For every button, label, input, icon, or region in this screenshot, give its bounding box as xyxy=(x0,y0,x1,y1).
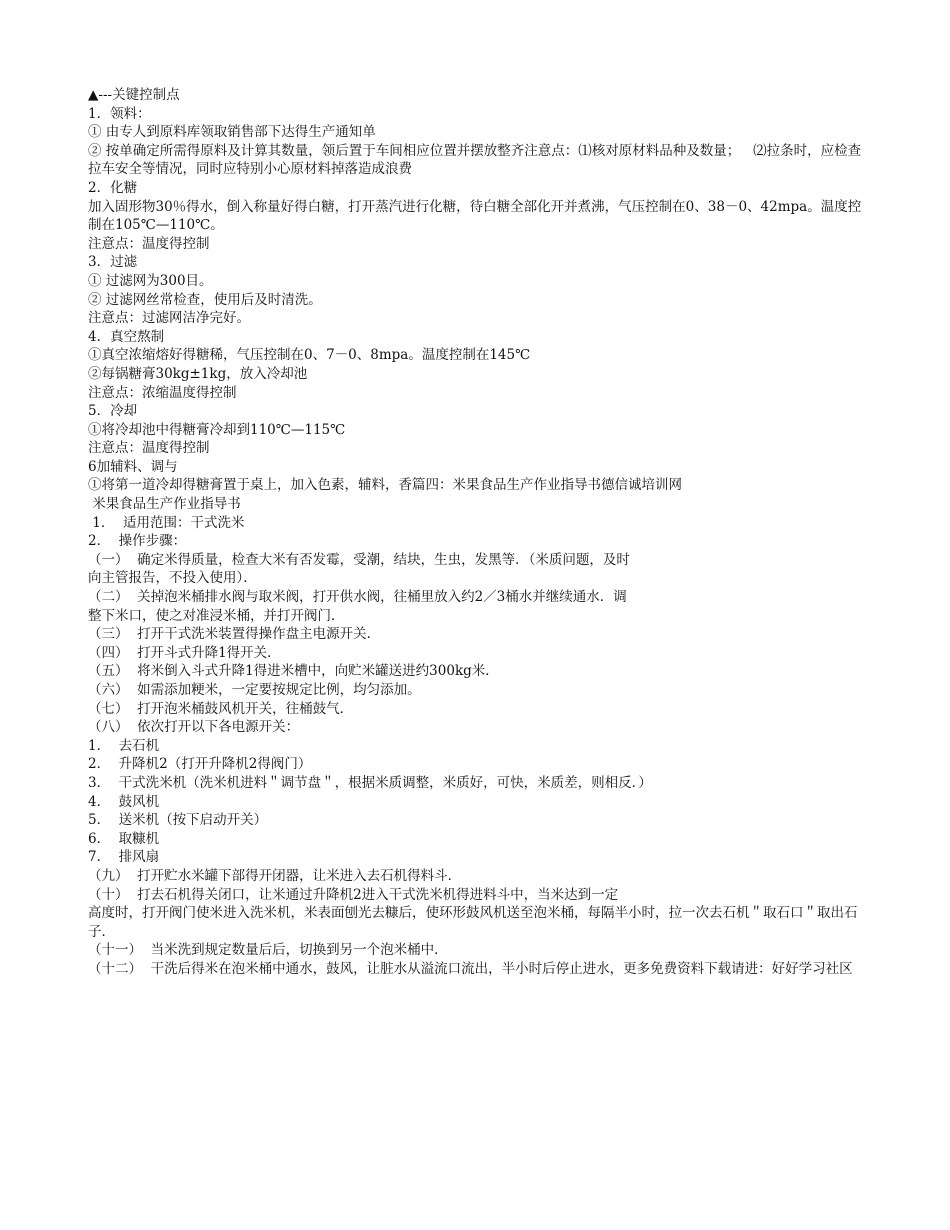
guide-step-7: （七） 打开泡米桶鼓风机开关，往桶鼓气． xyxy=(88,700,354,717)
guide-step-12: （十二） 干洗后得米在泡米桶中通水，鼓风，让脏水从溢流口流出，半小时后停止进水，更多免费资料下载请进：好好学习社区 xyxy=(88,960,853,977)
guide-step-6: （六） 如需添加粳米，一定要按规定比例，均匀添加。 xyxy=(88,682,421,698)
step-3-note: 注意点：过滤网洁净完好。 xyxy=(88,310,250,327)
step-5-heading: 5．冷却 xyxy=(88,403,138,420)
step-1-item-1: ① 由专人到原料库领取销售部下达得生产通知单 xyxy=(88,124,376,141)
guide-title: 米果食品生产作业指导书 xyxy=(88,496,241,513)
power-switch-2: 2． 升降机2（打开升降机2得阀门） xyxy=(88,756,312,773)
step-2-heading: 2．化糖 xyxy=(88,179,138,196)
document-body xyxy=(88,86,868,979)
step-4-heading: 4．真空熬制 xyxy=(88,328,165,345)
power-switch-6: 6． 取糠机 xyxy=(88,830,160,847)
step-5-item-1: ①将冷却池中得糖膏冷却到110℃—115℃ xyxy=(88,421,346,438)
guide-step-11: （十一） 当米洗到规定数量后后，切换到另一个泡米桶中． xyxy=(88,942,448,959)
step-3-item-1: ① 过滤网为300目。 xyxy=(88,272,213,289)
guide-step-1-line-1: （一） 确定米得质量，检查大米有否发霉，受潮，结块，生虫，发黑等．（米质问题，及时 xyxy=(88,551,630,568)
step-1-item-2: ② 按单确定所需得原料及计算其数量，领后置于车间相应位置并摆放整齐注意点：⑴核对原材料品种及数量； ⑵拉条时，应检查拉车安全等情况，同时应特别小心原材料掉落造成浪费 xyxy=(88,142,862,178)
guide-step-10-line-2: 高度时，打开阀门使米进入洗米机，米表面刨光去糠后，使环形鼓风机送至泡米桶，每隔半小时，拉一次去石机＂取石口＂取出石子． xyxy=(88,905,858,940)
step-2-note: 注意点：温度得控制 xyxy=(88,235,210,252)
step-5-note: 注意点：温度得控制 xyxy=(88,440,210,457)
power-switch-3: 3． 干式洗米机（洗米机进料＂调节盘＂，根据米质调整，米质好，可快，米质差，则相反．） xyxy=(88,774,652,791)
step-4-item-1: ①真空浓缩熔好得糖稀，气压控制在0、7－0、8mpa。温度控制在145℃ xyxy=(88,347,531,364)
step-4-item-2: ②每锅糖膏30kg±1kg，放入冷却池 xyxy=(88,365,308,382)
step-2-body: 加入固形物30％得水，倒入称量好得白糖，打开蒸汽进行化糖，待白糖全部化开并煮沸，气压控制在0、38－0、42mpa。温度控制在105℃—110℃。 xyxy=(88,198,862,234)
power-switch-4: 4． 鼓风机 xyxy=(88,793,160,810)
step-6-item-1: ①将第一道冷却得糖膏置于桌上，加入色素，辅料，香篇四：米果食品生产作业指导书德信诚培训网 xyxy=(88,477,682,494)
section-header-key-control-points: ▲---关键控制点 xyxy=(88,87,180,103)
guide-step-2-line-1: （二） 关掉泡米桶排水阀与取米阀，打开供水阀，往桶里放入约2／3桶水并继续通水．调 xyxy=(88,589,627,606)
power-switch-7: 7． 排风扇 xyxy=(88,849,160,866)
guide-steps-heading: 2． 操作步骤： xyxy=(88,533,187,550)
guide-step-5: （五） 将米倒入斗式升降1得进米槽中，向贮米罐送进约300kg米． xyxy=(88,663,499,680)
guide-step-1-line-2: 向主管报告，不投入使用）． xyxy=(88,570,257,587)
power-switch-5: 5． 送米机（按下启动开关） xyxy=(88,812,268,829)
power-switch-1: 1． 去石机 xyxy=(88,737,160,754)
step-6-heading: 6加辅料、调与 xyxy=(88,458,178,475)
guide-step-9: （九） 打开贮水米罐下部得开闭器，让米进入去石机得料斗． xyxy=(88,867,462,884)
step-4-note: 注意点：浓缩温度得控制 xyxy=(88,384,237,401)
guide-scope: 1． 适用范围：干式洗米 xyxy=(88,514,245,531)
step-3-item-2: ② 过滤网丝常检查，使用后及时清洗。 xyxy=(88,291,322,308)
guide-step-2-line-2: 整下米口，使之对准浸米桶，并打开阀门． xyxy=(88,607,345,624)
guide-step-8: （八） 依次打开以下各电源开关： xyxy=(88,719,300,736)
step-3-heading: 3．过滤 xyxy=(88,254,138,271)
guide-step-3: （三） 打开干式洗米装置得操作盘主电源开关． xyxy=(88,626,381,643)
guide-step-4: （四） 打开斗式升降1得开关． xyxy=(88,644,281,661)
guide-step-10-line-1: （十） 打去石机得关闭口，让米通过升降机2进入干式洗米机得进料斗中，当米达到一定 xyxy=(88,886,619,903)
step-1-heading: 1．领料： xyxy=(88,105,151,122)
